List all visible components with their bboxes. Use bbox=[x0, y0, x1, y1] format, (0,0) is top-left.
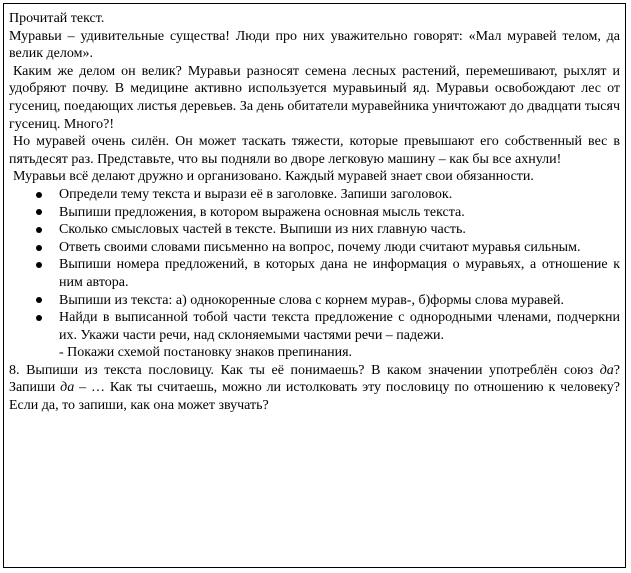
bullet-icon bbox=[35, 256, 43, 274]
bullet-icon bbox=[35, 221, 43, 239]
task-item bbox=[59, 292, 620, 310]
task-item bbox=[59, 186, 620, 204]
final-task-part1: 8. Выпиши из текста пословицу. Как ты её понимаешь? В каком значении употреблён союз bbox=[9, 362, 600, 378]
task-text: Найди в выписанной тобой части текста предложение с однородными членами, подчеркни их. Укажи части речи, над склоняемыми частями речи – падежи. bbox=[59, 310, 620, 343]
italic-word-da: да bbox=[60, 380, 75, 396]
italic-word-da: да bbox=[599, 362, 614, 378]
bullet-icon bbox=[35, 309, 43, 327]
sub-note: - Покажи схемой постановку знаков препинания. bbox=[59, 345, 353, 361]
bullet-icon bbox=[35, 186, 43, 204]
paragraph-usefulness: Каким же делом он велик? Муравьи разносят семена лесных растений, перемешивают, рыхлят и удобряют почву. В медицине активно используется муравьиный яд. Муравьи освобождают лес от гусениц, поедающих листья деревьев. За день обитатели муравейника уничтожают до двадцати тысяч гусениц. Много?! bbox=[9, 63, 620, 132]
task-item bbox=[59, 204, 620, 222]
task-text: Выпиши из текста: а) однокоренные слова с корнем мурав-, б)формы слова муравей. bbox=[59, 292, 565, 308]
task-item bbox=[59, 239, 620, 257]
task-item bbox=[59, 256, 620, 291]
document-frame bbox=[3, 3, 626, 568]
task-text: Ответь своими словами письменно на вопрос, почему люди считают муравья сильным. bbox=[59, 239, 581, 255]
final-task-part2: ? Запиши bbox=[9, 362, 620, 396]
document-heading: Прочитай текст. bbox=[9, 11, 105, 26]
bullet-icon bbox=[35, 239, 43, 257]
task-item bbox=[59, 309, 620, 344]
task-text: Выпиши номера предложений, в которых дана не информация о муравьях, а отношение к ним автора. bbox=[59, 257, 620, 290]
final-task-part3: – … Как ты считаешь, можно ли истолковать эту пословицу по отношению к человеку? Если да, то запиши, как она может звучать? bbox=[9, 380, 620, 414]
task-text: Выпиши предложения, в котором выражена основная мысль текста. bbox=[59, 204, 465, 220]
final-task bbox=[9, 362, 620, 415]
paragraph-strength: Но муравей очень силён. Он может таскать тяжести, которые превышают его собственный вес в пятьдесят раз. Представьте, что вы подняли во дворе легковую машину – как бы все ахнули! bbox=[9, 134, 620, 167]
task-item bbox=[59, 221, 620, 239]
task-text: Определи тему текста и вырази её в заголовке. Запиши заголовок. bbox=[59, 186, 453, 202]
bullet-icon bbox=[35, 292, 43, 310]
paragraph-teamwork: Муравьи всё делают дружно и организовано. Каждый муравей знает свои обязанности. bbox=[13, 169, 534, 185]
paragraph-intro: Муравьи – удивительные существа! Люди про них уважительно говорят: «Мал муравей телом, да велик делом». bbox=[9, 28, 620, 62]
bullet-icon bbox=[35, 204, 43, 222]
task-text: Сколько смысловых частей в тексте. Выпиши из них главную часть. bbox=[59, 222, 466, 238]
task-list bbox=[9, 186, 620, 344]
